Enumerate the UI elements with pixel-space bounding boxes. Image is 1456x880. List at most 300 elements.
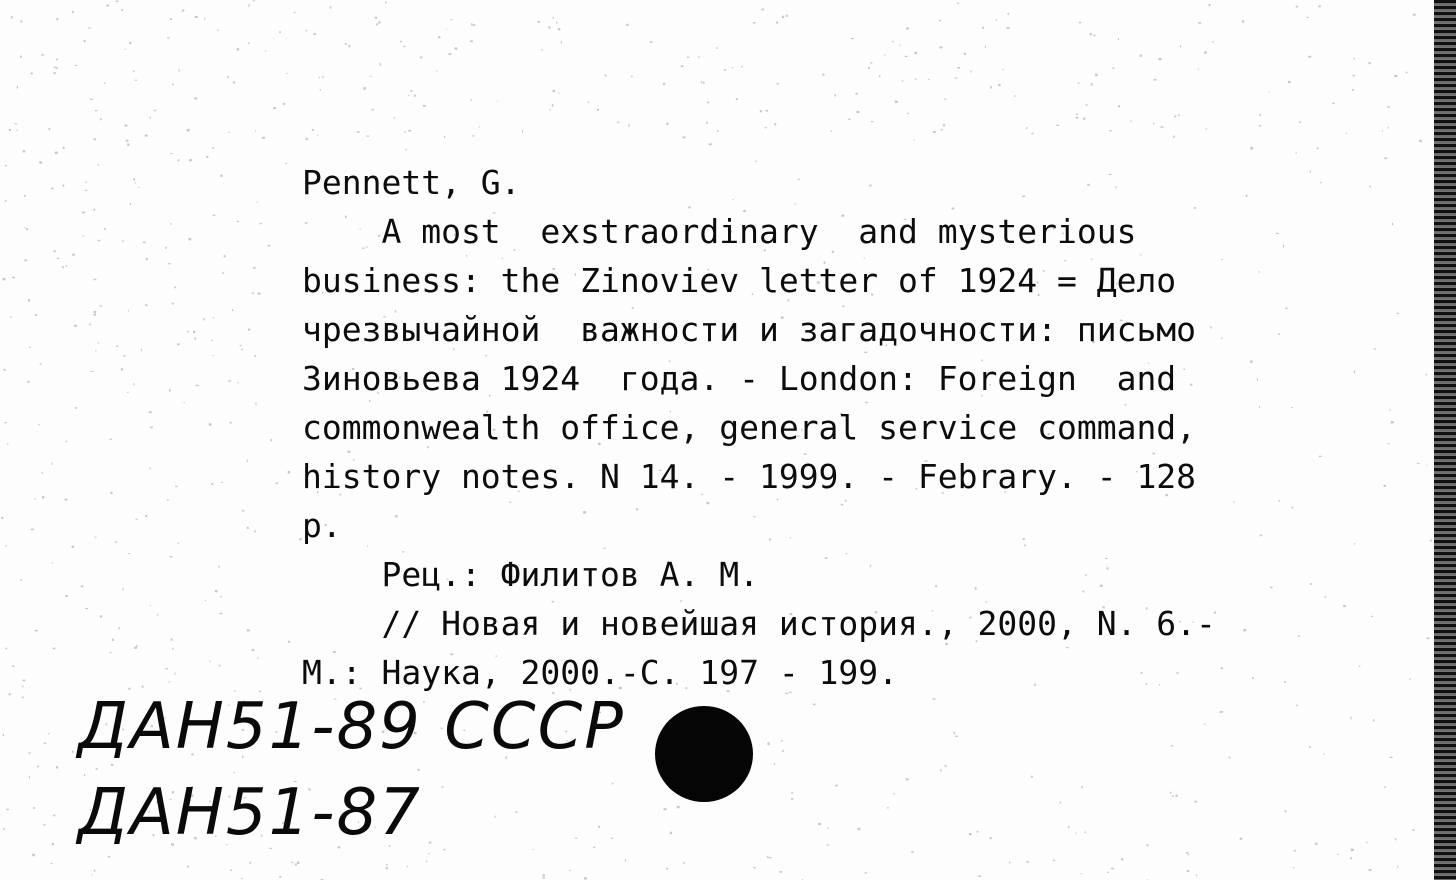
speckle [85,608,88,609]
speckle [150,467,151,469]
speckle [1388,127,1389,128]
speckle [1250,147,1253,150]
speckle [121,9,123,11]
speckle [428,853,430,854]
speckle [211,340,212,341]
speckle [94,209,96,211]
speckle [248,329,250,331]
speckle [473,135,475,137]
speckle [1296,6,1298,8]
speckle [38,424,39,425]
speckle [1210,326,1211,328]
speckle [1332,103,1334,104]
speckle [411,90,413,92]
speckle [1188,853,1189,855]
speckle [1350,717,1351,720]
speckle [663,83,666,85]
speckle [136,645,137,647]
speckle [175,287,177,289]
speckle [1352,89,1354,91]
speckle [1146,683,1147,685]
speckle [224,255,226,257]
speckle [786,15,788,17]
speckle [969,833,972,835]
speckle [1388,443,1390,444]
speckle [1183,369,1185,371]
speckle [31,529,34,531]
speckle [41,54,44,55]
speckle [395,515,397,517]
speckle [170,223,171,225]
speckle [1426,465,1427,466]
speckle [583,511,586,513]
speckle [82,212,85,214]
speckle [228,132,230,133]
speckle [100,305,102,306]
speckle [790,537,791,538]
speckle [220,613,223,614]
speckle [233,82,235,84]
speckle [1170,792,1171,794]
speckle [1187,870,1190,872]
speckle [552,104,554,107]
speckle [664,808,667,810]
speckle [149,411,152,413]
speckle [894,793,895,795]
speckle [598,826,600,828]
speckle [10,317,12,318]
speckle [74,325,77,327]
speckle [128,553,130,554]
speckle [187,866,189,868]
speckle [125,125,128,127]
speckle [189,238,192,241]
speckle [584,877,587,879]
speckle [915,78,916,79]
speckle [109,652,111,653]
speckle [1141,672,1143,674]
speckle [405,149,407,150]
speckle [1118,105,1120,107]
speckle [52,562,53,563]
speckle [1118,38,1119,40]
speckle [242,510,244,512]
speckle [1131,120,1132,122]
speckle [791,798,793,800]
speckle [372,109,374,111]
speckle [213,355,214,356]
speckle [455,47,458,49]
speckle [1371,616,1373,617]
speckle [1014,95,1015,97]
speckle [209,660,210,662]
speckle [954,732,955,734]
publisher-line: commonwealth office, general service command, [302,408,1197,447]
speckle [1078,83,1080,84]
speckle [179,69,180,71]
speckle [1413,14,1416,16]
pages-line: p. [302,506,342,545]
speckle [1308,56,1311,58]
speckle [1384,158,1387,160]
speckle [247,527,249,529]
speckle [939,47,942,49]
speckle [1173,136,1174,139]
speckle [106,5,109,7]
speckle [172,84,174,86]
speckle [782,16,784,18]
speckle [414,95,416,97]
speckle [957,3,959,4]
speckle [34,498,35,500]
speckle [1395,838,1396,840]
speckle [54,66,56,68]
speckle [194,97,197,99]
speckle [1260,114,1261,116]
speckle [1221,337,1222,339]
speckle [195,337,197,339]
speckle [1430,540,1432,542]
speckle [1159,684,1160,686]
speckle [94,314,97,316]
speckle [774,123,776,125]
speckle [218,565,219,567]
speckle [35,630,38,631]
speckle [1222,259,1223,260]
speckle [1259,271,1260,273]
speckle [1056,125,1059,126]
speckle [1293,867,1294,868]
speckle [978,876,981,878]
speckle [1369,869,1372,871]
speckle [175,673,176,675]
speckle [1091,83,1093,86]
speckle [818,823,821,825]
speckle [1178,115,1180,117]
speckle [20,56,22,58]
speckle [1309,746,1311,748]
speckle [167,37,170,38]
speckle [108,856,110,858]
speckle [98,164,99,166]
speckle [12,277,15,279]
speckle [1212,41,1213,43]
speckle [556,22,557,24]
speckle [252,0,255,1]
speckle [1299,121,1301,123]
speckle [320,89,321,91]
speckle [217,30,219,31]
speckle [41,472,43,473]
speckle [150,427,153,429]
author-line: Pennett, G. [302,163,521,202]
speckle [1278,333,1280,334]
speckle [94,311,96,313]
speckle [813,704,815,706]
speckle [150,605,151,606]
speckle [7,444,9,445]
speckle [446,29,447,30]
speckle [407,866,408,867]
speckle [915,52,918,54]
speckle [297,862,299,864]
speckle [42,496,44,498]
speckle [631,76,633,77]
speckle [370,76,372,77]
speckle [1081,786,1082,788]
speckle [178,543,179,545]
speckle [1397,866,1398,868]
speckle [1022,196,1025,198]
speckle [736,98,738,100]
speckle [1229,756,1231,758]
speckle [855,93,858,94]
speckle [366,136,369,137]
speckle [357,131,359,133]
speckle [127,392,128,393]
speckle [24,195,26,197]
speckle [1315,843,1318,845]
speckle [1106,567,1108,569]
speckle [1298,635,1300,637]
speckle [683,862,684,864]
speckle [85,190,87,191]
speckle [145,135,148,137]
speckle [709,143,712,145]
speckle [543,874,545,876]
speckle [906,27,908,29]
speckle [1384,485,1386,487]
speckle [51,463,52,465]
speckle [32,854,35,857]
speckle [1296,152,1297,154]
speckle [51,188,54,189]
speckle [330,6,332,8]
speckle [569,870,571,871]
speckle [1171,745,1174,746]
speckle [57,258,60,259]
speckle [892,41,894,42]
speckle [856,111,859,113]
speckle [276,483,278,485]
speckle [378,22,380,24]
speckle [23,680,26,682]
speckle [1116,186,1117,188]
speckle [879,75,880,77]
speckle [1369,185,1370,187]
speckle [135,80,138,81]
handwritten-shelfmark-1: ДАН51-89 СССР [78,690,625,764]
speckle [394,117,395,119]
speckle [133,178,135,180]
speckle [1159,58,1162,60]
speckle [405,131,406,133]
speckle [367,545,368,546]
speckle [1026,861,1029,862]
speckle [83,235,85,236]
speckle [43,824,46,825]
speckle [72,11,74,13]
speckle [1296,705,1298,706]
speckle [1023,538,1025,540]
speckle [851,38,854,39]
speckle [1,517,3,519]
speckle [240,345,242,346]
speckle [122,240,124,241]
speckle [247,460,248,462]
title-line-4: Зиновьева 1924 года. - London: Foreign and [302,359,1177,398]
speckle [1076,117,1078,119]
speckle [1095,74,1098,76]
speckle [248,42,249,44]
speckle [542,877,545,879]
speckle [4,422,6,423]
speckle [780,871,783,873]
speckle [259,223,262,224]
speckle [1177,672,1179,674]
speckle [681,65,684,67]
speckle [116,346,118,347]
speckle [827,828,828,830]
speckle [228,380,231,381]
speckle [5,200,7,202]
speckle [418,769,420,771]
speckle [177,343,180,345]
speckle [1397,313,1399,314]
speckle [1354,371,1355,373]
speckle [128,310,129,311]
speckle [172,648,173,650]
speckle [116,1,118,3]
speckle [271,439,273,441]
speckle [265,50,266,51]
speckle [1243,629,1246,631]
speckle [1250,361,1253,363]
speckle [1426,374,1427,376]
speckle [230,870,232,872]
speckle [1083,118,1085,120]
speckle [1259,406,1260,409]
speckle [1246,195,1248,197]
speckle [444,849,446,851]
speckle [66,265,67,267]
speckle [121,368,123,370]
speckle [291,862,293,864]
speckle [363,87,366,90]
speckle [732,199,733,200]
speckle [27,381,29,383]
speckle [126,140,129,142]
speckle [3,278,6,281]
speckle [96,768,98,770]
speckle [706,122,708,124]
speckle [95,110,97,111]
speckle [1324,753,1325,754]
speckle [1076,114,1078,115]
speckle [895,101,898,103]
speckle [423,105,426,107]
speckle [1174,116,1176,118]
speckle [1060,802,1061,804]
speckle [56,18,58,21]
speckle [1198,22,1201,24]
speckle [408,130,411,132]
speckle [1194,801,1197,803]
speckle [636,508,638,510]
speckle [471,99,472,101]
speckle [220,596,221,598]
speckle [72,751,74,753]
speckle [1252,677,1254,679]
speckle [252,649,255,651]
speckle [257,201,258,202]
speckle [776,22,778,24]
speckle [698,56,700,57]
speckle [252,293,254,294]
speckle [170,153,172,154]
speckle [755,161,756,163]
speckle [215,590,218,592]
speckle [53,648,56,650]
speckle [1075,833,1076,834]
speckle [204,18,205,20]
speckle [1387,106,1390,107]
speckle [54,72,56,74]
speckle [90,99,93,100]
speckle [1204,724,1205,725]
speckle [1220,667,1223,669]
speckle [1024,545,1026,547]
speckle [28,299,30,302]
speckle [135,182,136,183]
speckle [1196,875,1197,877]
speckle [133,70,134,72]
speckle [89,324,91,326]
speckle [237,48,240,50]
speckle [232,309,233,311]
speckle [193,331,195,333]
speckle [1257,378,1258,380]
speckle [237,221,239,222]
speckle [753,516,756,517]
speckle [286,73,287,75]
speckle [125,49,126,50]
speckle [902,81,904,82]
speckle [175,486,177,487]
speckle [753,22,755,24]
speckle [1090,33,1092,35]
speckle [769,539,771,541]
speckle [848,119,850,121]
speckle [1107,872,1109,873]
speckle [1204,51,1207,53]
speckle [211,483,213,485]
review-author-line: Рец.: Филитов А. М. [302,555,759,594]
speckle [846,553,848,554]
speckle [241,878,243,880]
speckle [1417,463,1420,464]
speckle [72,546,75,548]
speckle [449,53,452,55]
speckle [724,69,726,71]
speckle [1242,20,1244,23]
speckle [826,845,829,846]
speckle [426,861,427,863]
speckle [253,267,255,269]
speckle [313,33,316,35]
speckle [741,66,743,68]
speckle [765,127,767,128]
